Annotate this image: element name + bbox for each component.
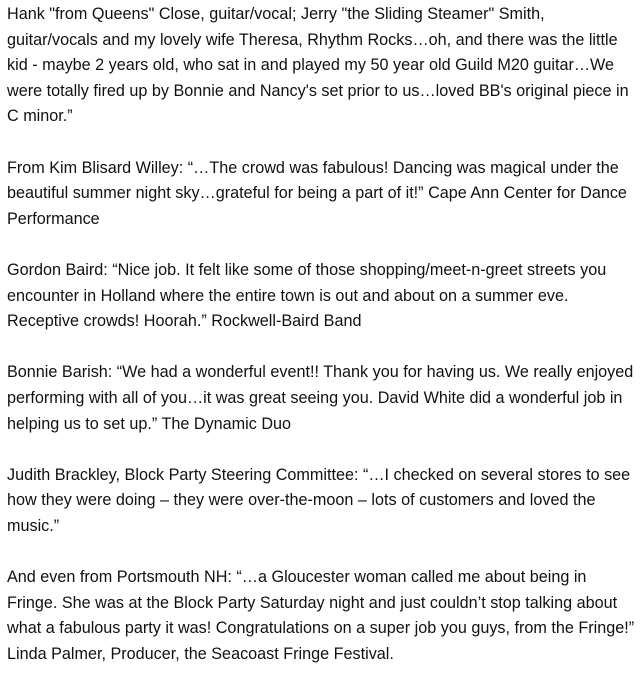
paragraph-judith-brackley: Judith Brackley, Block Party Steering Committee: “…I checked on several stores to see how they were doing – they were over-the-moon – lots of customers and loved the music.” — [7, 465, 631, 535]
document-body — [7, 2, 635, 667]
paragraph-kim-blisard-willey: From Kim Blisard Willey: “…The crowd was fabulous! Dancing was magical under the beautiful summer night sky…grateful for being a part of it!” Cape Ann Center for Dance Performance — [7, 158, 627, 228]
paragraph-gordon-baird: Gordon Baird: “Nice job. It felt like some of those shopping/meet-n-greet streets you encounter in Holland where the entire town is out and about on a summer eve. Receptive crowds! Hoorah.” Rockwell-Baird Band — [7, 260, 607, 331]
paragraph-portsmouth-nh: And even from Portsmouth NH: “…a Gloucester woman called me about being in Fringe. She was at the Block Party Saturday night and just couldn’t stop talking about what a fabulous party it was! Congratulations on a super job you guys, from the Fringe!” Linda Palmer, Producer, the Seacoast Fringe Festival. — [7, 568, 635, 663]
paragraph-band-lineup: Hank "from Queens" Close, guitar/vocal; Jerry "the Sliding Steamer" Smith, guitar/vocals and my lovely wife Theresa, Rhythm Rocks…oh, and there was the little kid - maybe 2 years old, who sat in and played my 50 year old Guild M20 guitar…We were totally fired up by Bonnie and Nancy's set prior to us…loved BB's original piece in C minor.” — [7, 5, 629, 126]
paragraph-bonnie-barish: Bonnie Barish: “We had a wonderful event!! Thank you for having us. We really enjoyed performing with all of you…it was great seeing you. David White did a wonderful job in helping us to set up.” The Dynamic Duo — [7, 363, 634, 433]
